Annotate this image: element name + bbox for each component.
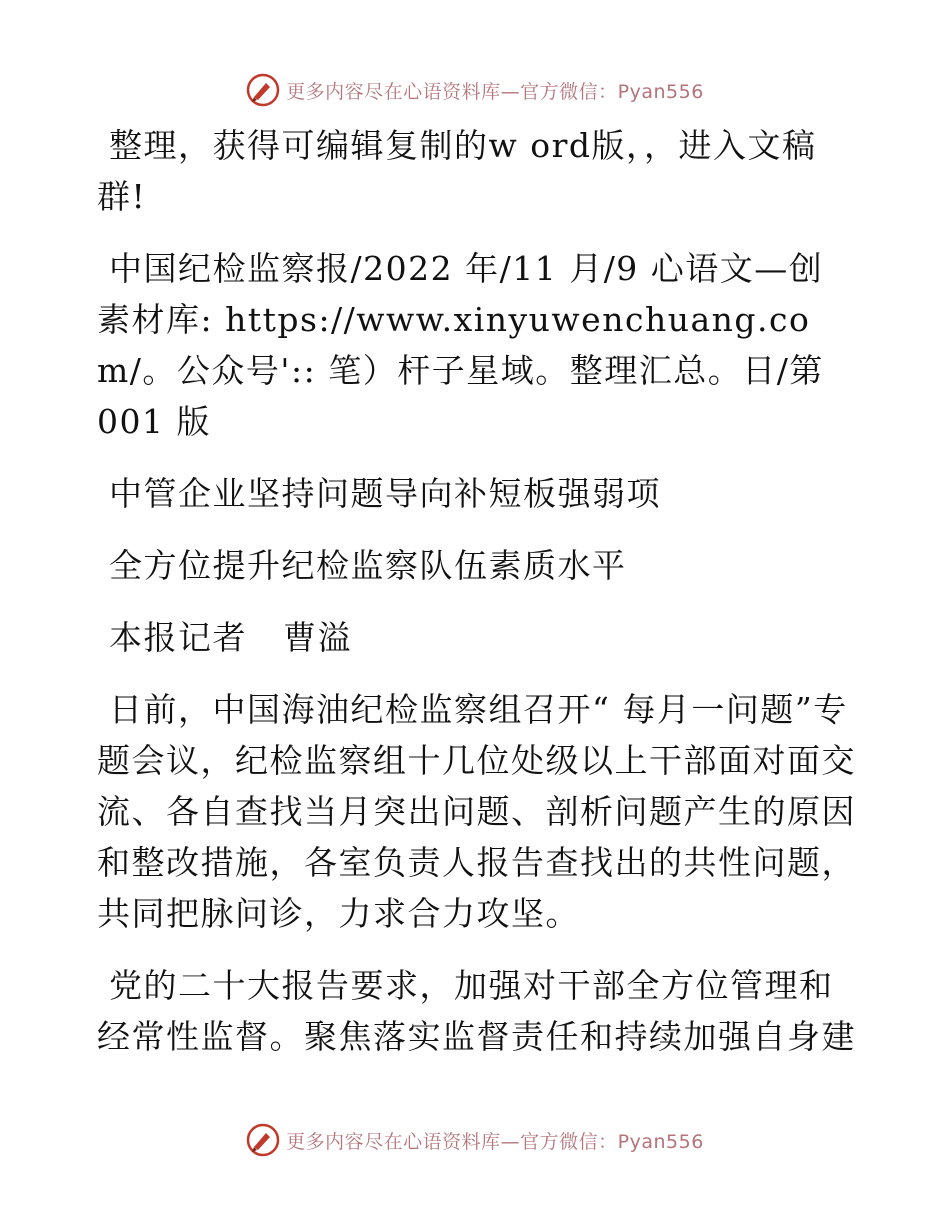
article-title-line-2: 全方位提升纪检监察队伍素质水平 bbox=[109, 546, 627, 585]
document-body bbox=[97, 120, 857, 1083]
footer-wechat-id: Pyan556 bbox=[617, 1130, 704, 1153]
header-wechat-id: Pyan556 bbox=[617, 80, 704, 103]
footer-banner-text: 更多内容尽在心语资料库—官方微信：Pyan556 bbox=[286, 1130, 704, 1153]
header-banner bbox=[0, 70, 950, 110]
paragraph-source: 中国纪检监察报/2022 年/11 月/9 心语文—创素材库: https://www.xinyuwenchuang.com/。公众号':: 笔）杆子星域。整理汇总。日/第 001 版 bbox=[97, 249, 824, 441]
pen-logo-icon bbox=[246, 73, 280, 107]
article-byline: 本报记者 曹溢 bbox=[109, 618, 352, 657]
paragraph-body-2: 党的二十大报告要求，加强对干部全方位管理和经常性监督。聚焦落实监督责任和持续加强自身建 bbox=[97, 966, 856, 1056]
paragraph-intro: 整理，获得可编辑复制的w ord版，，进入文稿群! bbox=[97, 126, 817, 216]
header-banner-text: 更多内容尽在心语资料库—官方微信：Pyan556 bbox=[286, 80, 704, 103]
article-title-line-1: 中管企业坚持问题导向补短板强弱项 bbox=[109, 474, 661, 513]
footer-banner bbox=[0, 1120, 950, 1160]
paragraph-body-1: 日前，中国海油纪检监察组召开“ 每月一问题”专题会议，纪检监察组十几位处级以上干部面对面交流、各自查找当月突出问题、剖析问题产生的原因和整改措施，各室负责人报告查找出的共性问题，共同把脉问诊，力求合力攻坚。 bbox=[97, 690, 856, 933]
pen-logo-icon bbox=[246, 1123, 280, 1157]
